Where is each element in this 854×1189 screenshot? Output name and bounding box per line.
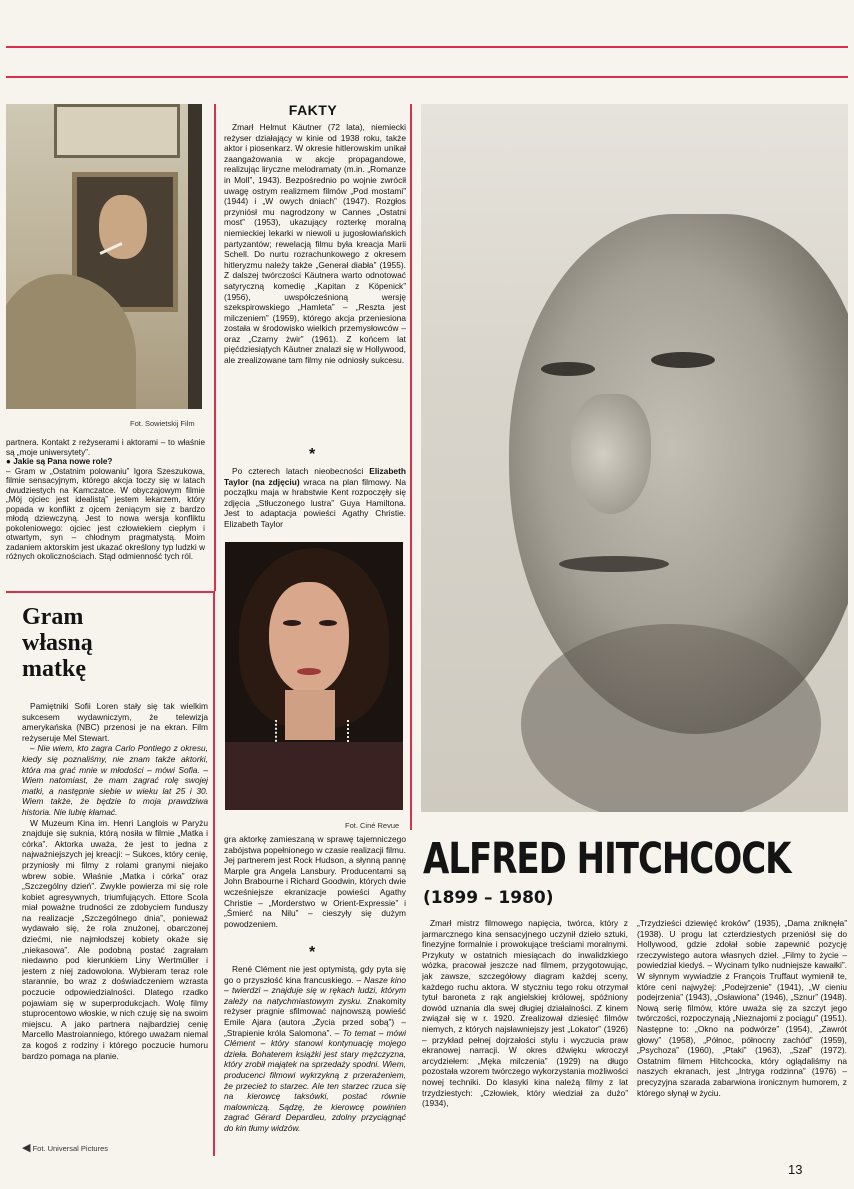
fakty-right-rule bbox=[410, 104, 412, 830]
gram-p3: W Muzeum Kina im. Henri Langlois w Paryżu znajduje się suknia, którą nosiła w filmie „Matka i córka”. Aktorka uważa, że jest to jedna z najważniejszych jej kreacji: – Sukces, który cenię, przyniosły mi filmy z rolami granymi niejako wbrew sobie. Właśnie „Matka i córka” oraz „Szczególny dzień”. Zwykle powierza mi się role kobiet agresywnych, triumfujących. Ettore Scola miał poważne trudności ze zdobyciem funduszy na realizacje „Szczególnego dnia”, ponieważ wydawało się, że rola znużonej, obarczonej dziećmi, nie najmłodszej kobiety okaże się „niekasowa”. Ale podobną postać zagrałam niedawno pod kierunkiem Liny Wertmüller i jestem z niej zadowolona. Wybieram teraz role starannie, bo wraz z doświadczeniem wzrasta poczucie odpowiedzialności. Dlatego rzadko pojawiam się w superprodukcjach. Wolę filmy stuprocentowo włoskie, w nich czuję się na swoim miejscu. A jako partnera najbardziej cenię Marcello Mastroianniego, którego uważam niemal za kogoś z rodziny i którego poczucie humoru bardzo pomaga na planie. bbox=[22, 817, 208, 1061]
fakty-heading: FAKTY bbox=[288, 102, 338, 118]
right-dark-edge bbox=[188, 104, 202, 409]
hitchcock-photo bbox=[421, 104, 848, 812]
top-rule-2 bbox=[6, 76, 848, 78]
interview-p2: – Gram w „Ostatnim polowaniu” Igora Szeszukowa, filmie sensacyjnym, którego akcja toczy się w latach dwudziestych na Kamczatce. W obyczajowym filmie „Mój ojciec jest idealistą” jestem lekarzem, który popada w konflikt z ojcem żeniącym się z bardzo młodą dziewczyną. Jest to nowa wersja konfliktu pokoleniowego: ojciec jest człowiekiem ciepłym i otwartym, syn – chłodnym pragmatystą. Moim zadaniem aktorskim jest ukazać określony typ ludzki w różnych okolicznościach. Stąd odmienność tych ról. bbox=[6, 466, 205, 561]
fakty-text-1 bbox=[224, 122, 406, 442]
fakty-p4-d: To temat – mówi Clément – który stanowi kontynuację mojego dzieła. Bohaterem książki jest stary mężczyzna, który zrobił majątek na sprzedaży spodni. Wiem, producenci filmowi wykrzykną z przerażeniem, że przecież to starzec. Ale ten starzec rzuca się na kierowcę taksówki, postać równie malowniczą. Sądzę, że kierowcę powinien zagrać Gérard Depardieu, zdolny przyciągnąć do kin tłumy widzów. bbox=[224, 1027, 406, 1133]
photo-caption-soviet: Fot. Sowietskij Film bbox=[130, 419, 195, 428]
hitchcock-eye-left bbox=[541, 362, 595, 376]
left-divider bbox=[6, 591, 214, 593]
gram-headline: Gram własną matkę bbox=[22, 604, 93, 682]
fakty-p1: Zmarł Helmut Käutner (72 lata), niemiecki reżyser działający w kinie od 1938 roku, także aktor i piosenkarz. W okresie hitlerowskim unikał zaangażowania w akcje propagandowe, realizując liryczne melodramaty (m.in. „Romanze in Moll”, 1943). Bezpośrednio po wojnie zwrócił uwagę ostrym realizmem filmów „Pod mostami” (1944) i „W owych dniach” (1947). Rozgłos przyniósł mu nagrodzony w Cannes „Ostatni most” (1953), ukazujący rozterkę moralną niemieckiej lekarki w niewoli u jugosłowiańskich partyzantów; rewelacją filmu była kreacja Marii Schell. Do nurtu rozrachunkowego z okresem hitleryzmu należy także „Generał diabła” (1955). Z dalszej twórczości Käutnera warto odnotować satyryczną komedię „Kapitan z Köpenick” (1956), uwspółcześnioną wersję szekspirowskiego „Hamleta” – „Reszta jest milczeniem” (1959), którego akcja przeniesiona została w środowisko wielkich przemysłowców – oraz „Czarny żwir” (1961). Z końcem lat pięćdziesiątych Käutner znalazł się w Hollywood, ale zrealizowane tam filmy nie odniosły sukcesu. bbox=[224, 122, 406, 366]
wall-frame-top bbox=[54, 104, 180, 158]
photo-caption-cine: Fot. Ciné Revue bbox=[345, 821, 400, 830]
interview-question: ● Jakie są Pana nowe role? bbox=[6, 457, 113, 466]
hitchcock-col1 bbox=[422, 918, 628, 1154]
fakty-p2-b: Elizabeth Taylor (na zdjęciu) bbox=[224, 466, 406, 487]
gram-p2: – Nie wiem, kto zagra Carlo Pontiego z okresu, kiedy się poznaliśmy, nie znam także aktorki, która ma grać mnie w młodości – mówi Sofia. – Wiem natomiast, że mam zagrać rolę swojej matki, a następnie siebie w wieku lat 25 i 30. Wiem także, że będzie to moja prawdziwa historia. Nie lubię kłamać. bbox=[22, 743, 208, 817]
hitchcock-col2-text: „Trzydzieści dziewięć kroków” (1935), „Dama zniknęła” (1938). U progu lat czterdziestych przeniósł się do Hollywood, gdzie zdołał sobie zapewnić pozycję rzeczywistego autora własnych dzieł. „Filmy to życie – powiedział kiedyś. – Wycinam tylko nudniejsze kawałki”. W słynnym wywiadzie z François Truffaut wymienił te, które ceni najwyżej: „Podejrzenie” (1941), „W cieniu podejrzenia” (1943), „Osławiona” (1946), „Sznur” (1948). Nową serię filmów, które uważa się za szczyt jego twórczości, rozpoczynają „Nieznajomi z pociągu” (1951). Następne to: „Okno na podwórze” (1954), „Zawrót głowy” (1958), „Północ, północny zachód” (1959), „Psychoza” (1960), „Ptaki” (1963), „Szał” (1972). Ostatnim filmem Hitchcocka, który oglądaliśmy na naszych ekranach, jest „Intryga rodzinna” (1976) – precyzyjna szarada zabarwiona ironicznym humorem, z którego słynął w życiu. bbox=[637, 918, 847, 1098]
fakty-p3: gra aktorkę zamieszaną w sprawę tajemniczego zabójstwa popełnionego w czasie realizacji filmu. Jej partnerem jest Rock Hudson, a słynną pannę Marple gra Angela Lansbury. Producentami są John Brabourne i Richard Goodwin, których dwie wcześniejsze ekranizacje powieści Agathy Christie – „Morderstwo w Orient-Expressie” i „Śmierć na Nilu” – cieszyły się dużym powodzeniem. bbox=[224, 834, 406, 929]
taylor-face bbox=[269, 582, 349, 694]
hitchcock-chin-shadow bbox=[521, 624, 821, 812]
taylor-dress bbox=[225, 742, 403, 810]
fakty-text-2 bbox=[224, 466, 406, 530]
caption-universal-text: Fot. Universal Pictures bbox=[32, 1144, 109, 1153]
photo-caption-universal bbox=[22, 1141, 108, 1154]
fakty-p2-a: Po czterech latach nieobecności bbox=[232, 466, 370, 476]
fakty-p4 bbox=[224, 964, 406, 1134]
taylor-lips bbox=[297, 668, 321, 675]
fakty-p4-a: René Clément nie jest optymistą, gdy pyta się go o przyszłość kina francuskiego. – bbox=[224, 964, 406, 985]
interview-p1: partnera. Kontakt z reżyserami i aktorami – to właśnie są „moje uniwersytety”. bbox=[6, 438, 205, 457]
soviet-film-photo bbox=[6, 104, 202, 409]
hitchcock-col2 bbox=[637, 918, 847, 1154]
fakty-text-3 bbox=[224, 834, 406, 942]
taylor-eye-left bbox=[283, 620, 301, 626]
taylor-eye-right bbox=[319, 620, 337, 626]
hitchcock-mouth bbox=[559, 556, 669, 572]
fakty-p4-b: Nasze kino – twierdzi – znajduje się w rękach ludzi, którym zależy na natychmiastowym zysku. bbox=[224, 974, 406, 1006]
top-rule-1 bbox=[6, 46, 848, 48]
fakty-p4-c: Znakomity reżyser pragnie sfilmować najnowszą powieść Emile Ajara (autora „Życia przed sobą”) – „Strapienie króla Salomona”. – bbox=[224, 995, 406, 1038]
fakty-p2 bbox=[224, 466, 406, 530]
elizabeth-taylor-photo bbox=[225, 542, 403, 810]
hitchcock-nose bbox=[571, 394, 651, 514]
fakty-text-4 bbox=[224, 964, 406, 1156]
fakty-p2-c: wraca na plan filmowy. Na początku maja w hrabstwie Kent rozpoczęły się zdjęcia „Stłuczonego lustra” Guya Hamiltona. Jest to adaptacja powieści Agathy Christie. Elizabeth Taylor bbox=[224, 476, 406, 529]
caption-arrow-icon: ◀ bbox=[22, 1142, 31, 1154]
interview-text bbox=[6, 438, 205, 586]
left-vertical-rule bbox=[213, 591, 215, 1156]
fakty-star-1: * bbox=[309, 446, 316, 463]
page-number: 13 bbox=[788, 1162, 803, 1177]
hitchcock-title: ALFRED HITCHCOCK bbox=[423, 834, 791, 884]
gram-text bbox=[22, 701, 208, 1129]
hitchcock-eye-right bbox=[651, 352, 715, 368]
fakty-star-2: * bbox=[309, 944, 316, 961]
gram-p1: Pamiętniki Sofii Loren stały się tak wielkim sukcesem wydawniczym, że telewizja amerykańska (NBC) przenosi je na ekran. Film reżyseruje Mel Stewart. bbox=[22, 701, 208, 743]
hitchcock-col1-text: Zmarł mistrz filmowego napięcia, twórca, który z jarmarcznego kina sensacyjnego uczynił dzieło sztuki, finezyjne formalnie i prowokujące treściami moralnymi. Przykuty w ostatnich miesiącach do inwalidzkiego wózka, pracował jeszcze nad filmem, przygotowując, jak zawsze, szczegółowy diagram każdej sceny, każdego ruchu aktora. W styczniu tego roku otrzymał tytuł baroneta z rąk angielskiej królowej, spóźniony dowód uznania dla swej długiej działalności. Z kinem związał się w r. 1920. Zrealizował dziesięć filmów niemych, z których najsławniejszy jest „Lokator” (1926) – przykład pełnej dojrzałości stylu i wyczucia praw ekranowej narracji. W okres dźwięku wkroczył arcydziełem: „Męka milczenia” (1929) na długo pozostała wzorem twórczego wykorzystania możliwości nowej techniki. Do klasyki kina należą filmy z lat trzydziestych: „Człowiek, który wiedział za dużo” (1934), bbox=[422, 918, 628, 1109]
fakty-left-rule bbox=[214, 104, 216, 591]
hitchcock-years: (1899 – 1980) bbox=[423, 888, 554, 908]
